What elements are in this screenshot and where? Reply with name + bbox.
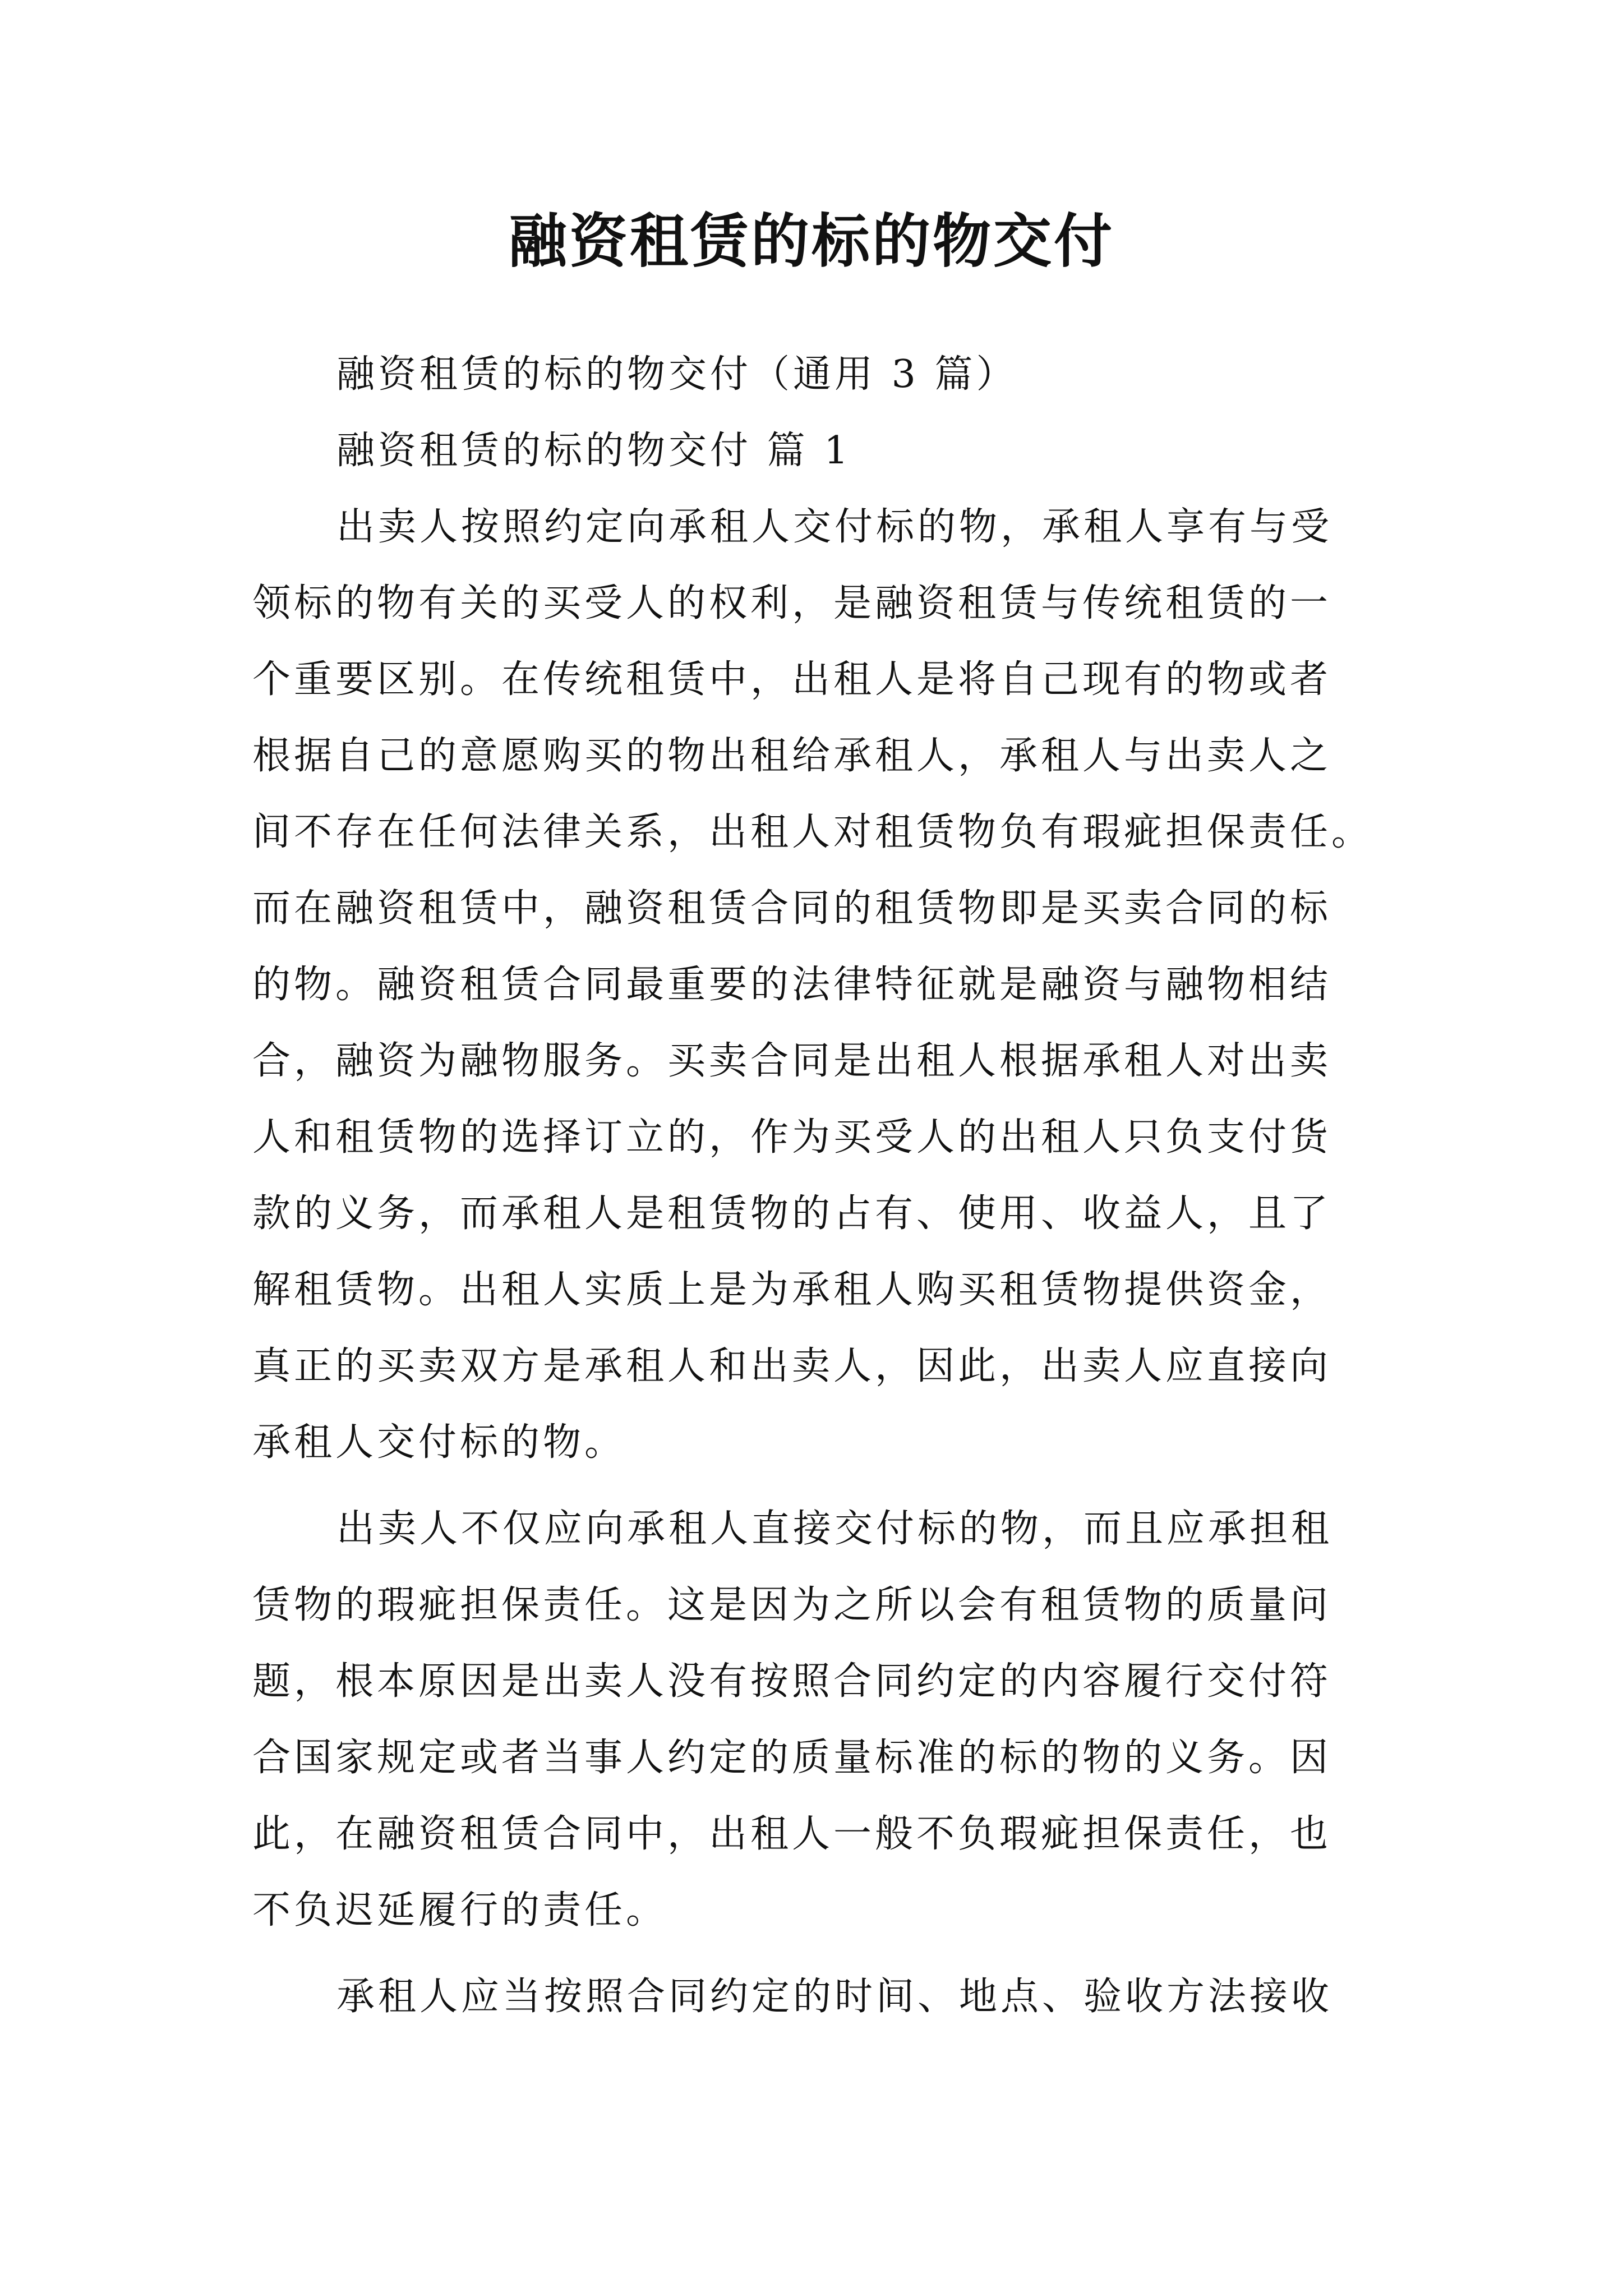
paragraph-line: 合国家规定或者当事人约定的质量标准的标的物的义务。因 <box>252 1736 1332 1780</box>
document-subtitle: 融资租赁的标的物交付（通用 3 篇） <box>336 352 1018 397</box>
paragraph-line: 承租人交付标的物。 <box>252 1420 626 1465</box>
paragraph-line: 赁物的瑕疵担保责任。这是因为之所以会有租赁物的质量问 <box>252 1583 1332 1627</box>
paragraph-line: 间不存在任何法律关系，出租人对租赁物负有瑕疵担保责任。 <box>252 810 1373 854</box>
paragraph-line: 人和租赁物的选择订立的，作为买受人的出租人只负支付货 <box>252 1115 1332 1159</box>
paragraph-line: 合，融资为融物服务。买卖合同是出租人根据承租人对出卖 <box>252 1039 1332 1083</box>
paragraph-line: 出卖人按照约定向承租人交付标的物，承租人享有与受 <box>336 505 1333 549</box>
paragraph-line: 真正的买卖双方是承租人和出卖人，因此，出卖人应直接向 <box>252 1344 1332 1388</box>
paragraph-line: 而在融资租赁中，融资租赁合同的租赁物即是买卖合同的标 <box>252 886 1332 931</box>
document-title: 融资租赁的标的物交付 <box>508 206 1114 275</box>
paragraph-line: 承租人应当按照合同约定的时间、地点、验收方法接收 <box>336 1975 1333 2019</box>
document-body <box>252 337 1385 2035</box>
paragraph-line: 解租赁物。出租人实质上是为承租人购买租赁物提供资金， <box>252 1268 1332 1312</box>
section-heading: 融资租赁的标的物交付 篇 1 <box>336 429 852 473</box>
paragraph-line: 根据自己的意愿购买的物出租给承租人，承租人与出卖人之 <box>252 734 1332 778</box>
paragraph-2 <box>252 1491 1385 1949</box>
paragraph-line: 个重要区别。在传统租赁中，出租人是将自己现有的物或者 <box>252 657 1332 702</box>
paragraph-line: 领标的物有关的买受人的权利，是融资租赁与传统租赁的一 <box>252 581 1332 625</box>
paragraph-1 <box>252 489 1385 1481</box>
paragraph-line: 的物。融资租赁合同最重要的法律特征就是融资与融物相结 <box>252 963 1332 1007</box>
paragraph-3 <box>252 1959 1385 2035</box>
paragraph-line: 题，根本原因是出卖人没有按照合同约定的内容履行交付符 <box>252 1659 1332 1704</box>
paragraph-line: 款的义务，而承租人是租赁物的占有、使用、收益人，且了 <box>252 1191 1332 1236</box>
paragraph-line: 不负迟延履行的责任。 <box>252 1888 668 1932</box>
paragraph-line: 出卖人不仅应向承租人直接交付标的物，而且应承担租 <box>336 1507 1333 1551</box>
paragraph-line: 此，在融资租赁合同中，出租人一般不负瑕疵担保责任，也 <box>252 1812 1332 1856</box>
